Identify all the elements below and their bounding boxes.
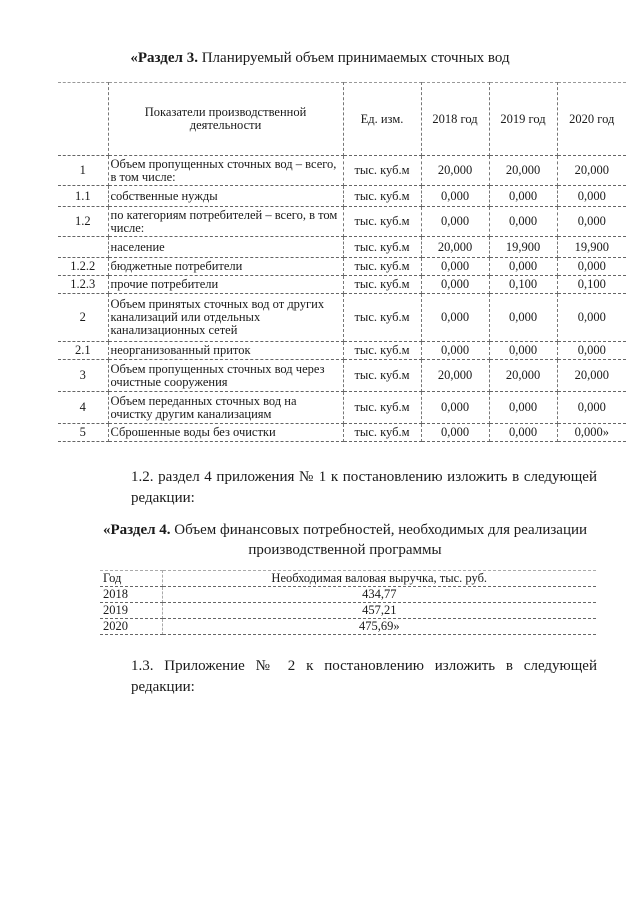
- row-value-2018: 20,000: [421, 360, 489, 392]
- table-row: [100, 587, 596, 603]
- row-value-2020: 19,900: [557, 237, 626, 258]
- section4-title-text: Объем финансовых потребностей, необходимых для реализации производственной программы: [174, 522, 588, 558]
- row-num: 1.2: [58, 207, 108, 237]
- header-2019: 2019 год: [489, 83, 557, 156]
- row-year: 2019: [100, 603, 162, 619]
- row-value-2020: 0,000: [557, 258, 626, 276]
- row-indicator: собственные нужды: [108, 186, 343, 207]
- row-value-2019: 0,000: [489, 392, 557, 424]
- row-indicator: прочие потребители: [108, 276, 343, 294]
- row-value-2018: 0,000: [421, 342, 489, 360]
- table-row: [58, 237, 626, 258]
- row-revenue: 457,21: [162, 603, 596, 619]
- section3-title: [0, 50, 640, 67]
- row-value-2018: 0,000: [421, 186, 489, 207]
- row-unit: тыс. куб.м: [343, 156, 421, 186]
- row-num: 5: [58, 424, 108, 442]
- table-row: [58, 294, 626, 342]
- section4-title: [90, 520, 600, 560]
- table-row: [58, 258, 626, 276]
- row-value-2019: 20,000: [489, 360, 557, 392]
- header-unit: Ед. изм.: [343, 83, 421, 156]
- row-num: 1: [58, 156, 108, 186]
- section4-header-row: [100, 571, 596, 587]
- table-row: [58, 342, 626, 360]
- row-value-2019: 19,900: [489, 237, 557, 258]
- row-value-2019: 0,000: [489, 186, 557, 207]
- row-indicator: население: [108, 237, 343, 258]
- table-row: [58, 360, 626, 392]
- row-indicator: Объем принятых сточных вод от других канализаций или отдельных канализационных сетей: [108, 294, 343, 342]
- row-unit: тыс. куб.м: [343, 342, 421, 360]
- row-indicator: Сброшенные воды без очистки: [108, 424, 343, 442]
- section3-table: [58, 82, 626, 442]
- row-revenue: 434,77: [162, 587, 596, 603]
- row-unit: тыс. куб.м: [343, 207, 421, 237]
- row-indicator: по категориям потребителей – всего, в том числе:: [108, 207, 343, 237]
- table-row: [100, 619, 596, 635]
- header-2018: 2018 год: [421, 83, 489, 156]
- row-value-2019: 0,000: [489, 342, 557, 360]
- paragraph-1-2: [87, 467, 597, 509]
- row-value-2020: 20,000: [557, 156, 626, 186]
- row-value-2020: 0,000»: [557, 424, 626, 442]
- paragraph-1-3-text: 1.3. Приложение № 2 к постановлению изложить в следующей редакции:: [131, 658, 597, 695]
- row-value-2018: 0,000: [421, 276, 489, 294]
- row-value-2018: 20,000: [421, 237, 489, 258]
- row-num: [58, 237, 108, 258]
- table-row: [58, 276, 626, 294]
- row-unit: тыс. куб.м: [343, 258, 421, 276]
- section4-title-bold: «Раздел 4.: [102, 522, 171, 538]
- row-indicator: Объем пропущенных сточных вод через очистные сооружения: [108, 360, 343, 392]
- row-unit: тыс. куб.м: [343, 237, 421, 258]
- row-value-2019: 0,000: [489, 207, 557, 237]
- paragraph-1-3: [87, 656, 597, 698]
- row-value-2018: 20,000: [421, 156, 489, 186]
- table-row: [58, 156, 626, 186]
- header-2020: 2020 год: [557, 83, 626, 156]
- row-num: 4: [58, 392, 108, 424]
- header-num: [58, 83, 108, 156]
- row-value-2018: 0,000: [421, 258, 489, 276]
- row-indicator: бюджетные потребители: [108, 258, 343, 276]
- row-num: 2.1: [58, 342, 108, 360]
- section3-title-bold: «Раздел 3.: [130, 50, 198, 66]
- row-value-2019: 0,000: [489, 258, 557, 276]
- table-row: [58, 424, 626, 442]
- row-revenue: 475,69»: [162, 619, 596, 635]
- row-unit: тыс. куб.м: [343, 424, 421, 442]
- table-row: [100, 603, 596, 619]
- row-value-2020: 0,000: [557, 186, 626, 207]
- row-value-2019: 0,100: [489, 276, 557, 294]
- row-unit: тыс. куб.м: [343, 392, 421, 424]
- row-value-2020: 0,000: [557, 207, 626, 237]
- row-value-2020: 0,000: [557, 342, 626, 360]
- row-indicator: Объем переданных сточных вод на очистку другим канализациям: [108, 392, 343, 424]
- row-value-2019: 0,000: [489, 294, 557, 342]
- row-value-2018: 0,000: [421, 424, 489, 442]
- row-unit: тыс. куб.м: [343, 360, 421, 392]
- row-num: 3: [58, 360, 108, 392]
- row-value-2020: 0,000: [557, 294, 626, 342]
- row-year: 2018: [100, 587, 162, 603]
- row-unit: тыс. куб.м: [343, 276, 421, 294]
- row-num: 1.1: [58, 186, 108, 207]
- section4-table: [100, 570, 596, 635]
- row-value-2018: 0,000: [421, 294, 489, 342]
- section3-title-text: Планируемый объем принимаемых сточных вод: [201, 50, 510, 66]
- row-value-2018: 0,000: [421, 392, 489, 424]
- row-value-2019: 20,000: [489, 156, 557, 186]
- paragraph-1-2-text: 1.2. раздел 4 приложения № 1 к постановлению изложить в следующей редакции:: [131, 469, 597, 506]
- table-row: [58, 207, 626, 237]
- row-num: 1.2.2: [58, 258, 108, 276]
- header-revenue: Необходимая валовая выручка, тыс. руб.: [162, 571, 596, 587]
- row-num: 1.2.3: [58, 276, 108, 294]
- row-indicator: Объем пропущенных сточных вод – всего, в том числе:: [108, 156, 343, 186]
- row-value-2019: 0,000: [489, 424, 557, 442]
- header-year: Год: [100, 571, 162, 587]
- row-unit: тыс. куб.м: [343, 294, 421, 342]
- row-value-2020: 0,000: [557, 392, 626, 424]
- row-indicator: неорганизованный приток: [108, 342, 343, 360]
- row-value-2018: 0,000: [421, 207, 489, 237]
- header-indicator: Показатели производственной деятельности: [108, 83, 343, 156]
- row-value-2020: 20,000: [557, 360, 626, 392]
- table-row: [58, 186, 626, 207]
- row-value-2020: 0,100: [557, 276, 626, 294]
- table-row: [58, 392, 626, 424]
- row-num: 2: [58, 294, 108, 342]
- section3-header-row: [58, 83, 626, 156]
- row-year: 2020: [100, 619, 162, 635]
- row-unit: тыс. куб.м: [343, 186, 421, 207]
